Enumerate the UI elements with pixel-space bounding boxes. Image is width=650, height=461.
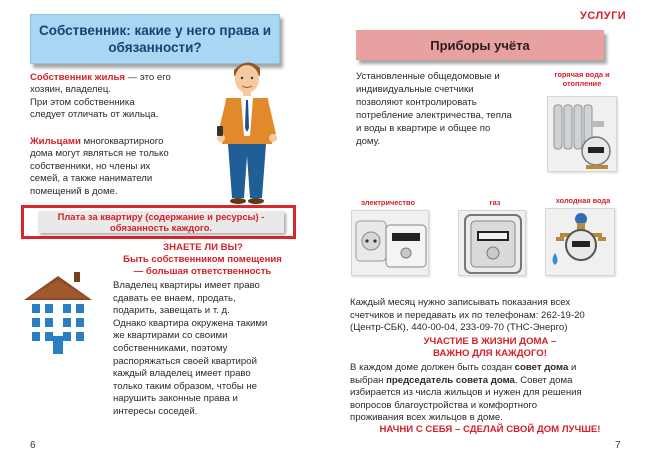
readings-line: счетчиков и передавать их по телефонам: 262-19-20 xyxy=(350,309,585,321)
meters-header xyxy=(356,30,604,60)
intro-line: индивидуальные счетчики xyxy=(356,84,474,95)
final-slogan: НАЧНИ С СЕБЯ – СДЕЛАЙ СВОЙ ДОМ ЛУЧШЕ! xyxy=(379,424,601,435)
owner-definition xyxy=(30,72,210,122)
hot-water-label xyxy=(543,70,621,88)
meters-title: Приборы учёта xyxy=(430,37,530,53)
council-line2 xyxy=(350,375,628,388)
owner-def-line3: При этом собственника xyxy=(30,96,135,108)
body-line: собственниками, поэтому xyxy=(113,342,228,354)
electricity-label: электричество xyxy=(361,198,415,207)
know-title: ЗНАЕТЕ ЛИ ВЫ? xyxy=(163,242,243,253)
apartment-building-illustration xyxy=(22,270,94,355)
intro-line: и воды в квартире и общее по xyxy=(356,123,491,134)
owner-def-line4: следует отличать от жильца. xyxy=(30,109,159,121)
meters-intro xyxy=(356,70,532,148)
hot-water-meter-image xyxy=(547,96,617,172)
gas-meter-image xyxy=(458,210,526,276)
fee-line2: обязанность каждого. xyxy=(109,222,213,233)
residents-term: Жильцами xyxy=(30,136,81,147)
intro-line: потребление электричества, тепла xyxy=(356,110,512,121)
hot-water-label-line1: горячая вода и xyxy=(554,70,610,79)
electricity-meter-image xyxy=(351,210,429,276)
slogan-line2: ВАЖНО ДЛЯ КАЖДОГО! xyxy=(433,348,547,359)
council-line4: вопросов благоустройства и комфортного xyxy=(350,399,538,411)
fee-banner-inner xyxy=(38,211,284,233)
council-text-part: выбран xyxy=(350,374,387,386)
intro-line: дому. xyxy=(356,136,381,147)
know-line1: Быть собственником помещения xyxy=(123,254,282,265)
body-line: же квартирами со своими xyxy=(113,330,228,342)
fee-banner xyxy=(21,205,296,239)
council-text-part: В каждом доме должен быть создан xyxy=(350,362,515,373)
owner-rights-title: Собственник: какие у него права и обязанности? xyxy=(38,23,272,55)
body-line: только таким образом, чтобы не xyxy=(113,380,258,392)
body-line: подарить, завещать и т. д. xyxy=(113,305,230,317)
council-term: совет дома xyxy=(514,362,569,373)
radiator-meter-icon xyxy=(548,97,618,173)
hot-water-label-line2: отопление xyxy=(562,79,602,88)
council-text-part: . Совет дома xyxy=(514,374,573,386)
intro-line: позволяют контролировать xyxy=(356,97,477,108)
council-line3: избирается из числа жильцов и нужен для решения xyxy=(350,387,582,399)
residents-def-line3: собственники, но члены их xyxy=(30,160,151,172)
intro-line: Установленные общедомовые и xyxy=(356,71,500,82)
readings-line: Каждый месяц нужно записывать показания всех xyxy=(350,297,571,308)
fee-line1: Плата за квартиру (содержание и ресурсы) - xyxy=(57,211,265,222)
chairman-term: председатель совета дома xyxy=(386,374,515,386)
slogan-line1: УЧАСТИЕ В ЖИЗНИ ДОМА – xyxy=(423,336,557,347)
body-line: Владелец квартиры имеет право xyxy=(113,280,260,291)
owner-rights-body xyxy=(113,280,318,419)
section-label: УСЛУГИ xyxy=(580,10,627,22)
body-line: Однако квартира окружена такими xyxy=(113,317,268,329)
page-number-right: 7 xyxy=(615,440,621,451)
body-line: каждый владелец имеет право xyxy=(113,368,251,380)
residents-def-line1: многоквартирного xyxy=(80,136,164,147)
know-line2: — большая ответственность xyxy=(133,266,272,277)
electric-meter-icon xyxy=(352,211,430,277)
readings-instructions xyxy=(350,297,630,335)
fee-banner-text xyxy=(58,211,265,233)
owner-def-line1: — это его xyxy=(124,72,171,83)
body-line: интересы соседей. xyxy=(113,405,198,417)
readings-line: (Центр-СБК), 440-00-04, 233-09-70 (ТНС-Энерго) xyxy=(350,322,568,334)
owner-term: Собственник жилья xyxy=(30,72,125,83)
owner-def-line2: хозяин, владелец. xyxy=(30,84,112,96)
residents-def-line5: помещений в доме. xyxy=(30,185,118,197)
gas-meter-icon xyxy=(459,211,527,277)
gas-label: газ xyxy=(489,198,501,207)
residents-definition xyxy=(30,136,220,198)
businessman-illustration xyxy=(212,56,282,206)
house-council-text xyxy=(350,362,628,425)
cold-water-label: холодная вода xyxy=(555,196,611,205)
council-text-part: и xyxy=(568,362,577,373)
body-line: нарушить законные права и xyxy=(113,393,238,405)
residents-def-line4: семей, а также наниматели xyxy=(30,173,153,185)
body-line: распоряжаться своей квартирой xyxy=(113,355,257,367)
council-line1 xyxy=(350,362,628,375)
residents-def-line2: дома могут являться не только xyxy=(30,148,169,160)
cold-water-meter-image xyxy=(545,208,615,276)
council-line5: проживания всех жильцов в доме. xyxy=(350,412,503,424)
body-line: сдавать ее внаем, продать, xyxy=(113,292,236,304)
page-number-left: 6 xyxy=(30,440,36,451)
water-meter-icon xyxy=(546,209,616,277)
